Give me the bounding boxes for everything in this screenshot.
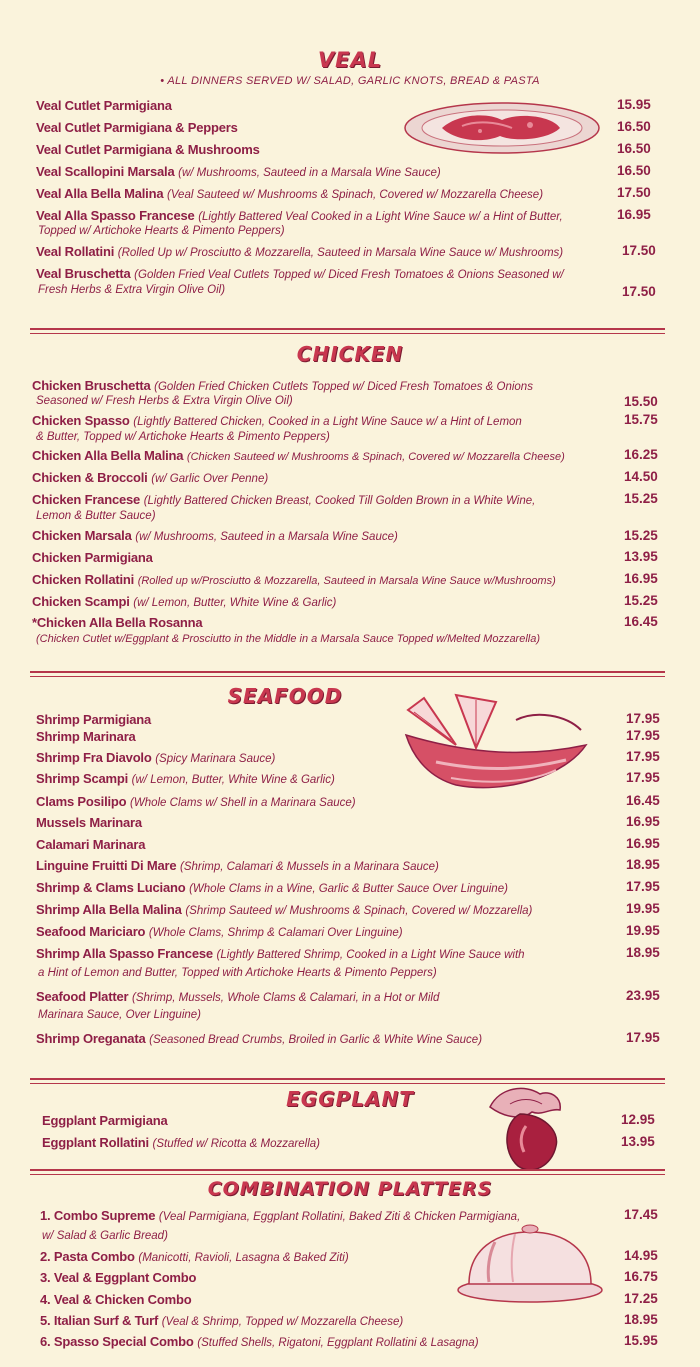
combo-item-2: 2. Pasta Combo (Manicotti, Ravioli, Lasagna & Baked Ziti): [40, 1249, 349, 1264]
seafood-price-11: 19.95: [626, 923, 660, 938]
seafood-illustration-icon: [396, 690, 596, 800]
serving-platter-icon: [455, 1220, 605, 1304]
seafood-item-14: Shrimp Oreganata (Seasoned Bread Crumbs, Broiled in Garlic & White Wine Sauce): [36, 1031, 483, 1046]
chicken-price-9: 15.25: [624, 593, 658, 608]
combo-item-4: 4. Veal & Chicken Combo: [40, 1292, 192, 1307]
veal-price-3: 16.50: [617, 141, 651, 156]
veal-item-8: Veal Bruschetta (Golden Fried Veal Cutlets Topped w/ Diced Fresh Tomatoes & Onions Seasoned w/: [36, 266, 564, 281]
chicken-item-7: Chicken Parmigiana: [32, 550, 153, 565]
chicken-item-3: Chicken Alla Bella Malina (Chicken Sauteed w/ Mushrooms & Spinach, Covered w/ Mozzarella Cheese): [32, 448, 565, 463]
divider-2: [30, 671, 665, 677]
veal-price-1: 15.95: [617, 97, 651, 112]
seafood-price-13: 23.95: [626, 988, 660, 1003]
veal-item-7: Veal Rollatini (Rolled Up w/ Prosciutto & Mozzarella, Sauteed in Marsala Wine Sauce w/ Mushrooms): [36, 244, 564, 259]
combo-item-6: 6. Spasso Special Combo (Stuffed Shells, Rigatoni, Eggplant Rollatini & Lasagna): [40, 1334, 479, 1349]
seafood-price-6: 16.95: [626, 814, 660, 829]
combo-price-3: 16.75: [624, 1269, 658, 1284]
chicken-title: CHICKEN: [296, 342, 404, 366]
veal-item-3: Veal Cutlet Parmigiana & Mushrooms: [36, 142, 260, 157]
chicken-item-10-desc2: (Chicken Cutlet w/Eggplant & Prosciutto in the Middle in a Marsala Sauce Topped w/Melted Mozzarella): [36, 633, 541, 645]
combo-price-4: 17.25: [624, 1291, 658, 1306]
eggplant-title: EGGPLANT: [286, 1087, 414, 1111]
combo-item-1: 1. Combo Supreme (Veal Parmigiana, Eggplant Rollatini, Baked Ziti & Chicken Parmigiana,: [40, 1208, 521, 1223]
chicken-price-3: 16.25: [624, 447, 658, 462]
chicken-item-1-desc2: Seasoned w/ Fresh Herbs & Extra Virgin Olive Oil): [36, 395, 293, 407]
combo-title: COMBINATION PLATTERS: [207, 1178, 493, 1200]
seafood-price-8: 18.95: [626, 857, 660, 872]
veal-price-8: 17.50: [622, 284, 656, 299]
seafood-item-5: Clams Posilipo (Whole Clams w/ Shell in a Marinara Sauce): [36, 794, 356, 809]
chicken-item-9: Chicken Scampi (w/ Lemon, Butter, White Wine & Garlic): [32, 594, 337, 609]
veal-price-5: 17.50: [617, 185, 651, 200]
seafood-item-8: Linguine Fruitti Di Mare (Shrimp, Calamari & Mussels in a Marinara Sauce): [36, 858, 439, 873]
seafood-price-9: 17.95: [626, 879, 660, 894]
seafood-price-4: 17.95: [626, 770, 660, 785]
divider-1: [30, 328, 665, 334]
chicken-item-5: Chicken Francese (Lightly Battered Chicken Breast, Cooked Till Golden Brown in a White Wine,: [32, 492, 536, 507]
seafood-item-2: Shrimp Marinara: [36, 729, 136, 744]
divider-4: [30, 1169, 665, 1175]
chicken-item-1: Chicken Bruschetta (Golden Fried Chicken Cutlets Topped w/ Diced Fresh Tomatoes & Onions: [32, 378, 533, 393]
chicken-item-2: Chicken Spasso (Lightly Battered Chicken, Cooked in a Light Wine Sauce w/ a Hint of Lemon: [32, 413, 522, 428]
seafood-item-12-desc2: a Hint of Lemon and Butter, Topped with Artichoke Hearts & Pimento Peppers): [38, 967, 437, 979]
eggplant-item-2: Eggplant Rollatini (Stuffed w/ Ricotta & Mozzarella): [42, 1135, 320, 1150]
veal-subtitle: • ALL DINNERS SERVED W/ SALAD, GARLIC KNOTS, BREAD & PASTA: [160, 75, 540, 87]
seafood-item-6: Mussels Marinara: [36, 815, 142, 830]
eggplant-price-2: 13.95: [621, 1134, 655, 1149]
combo-price-2: 14.95: [624, 1248, 658, 1263]
chicken-price-6: 15.25: [624, 528, 658, 543]
chicken-item-4: Chicken & Broccoli (w/ Garlic Over Penne): [32, 470, 269, 485]
combo-price-5: 18.95: [624, 1312, 658, 1327]
chicken-price-4: 14.50: [624, 469, 658, 484]
seafood-price-10: 19.95: [626, 901, 660, 916]
seafood-item-13-desc2: Marinara Sauce, Over Linguine): [38, 1009, 201, 1021]
seafood-price-12: 18.95: [626, 945, 660, 960]
chicken-item-8: Chicken Rollatini (Rolled up w/Prosciutto & Mozzarella, Sauteed in Marsala Wine Sauce w/Mushrooms): [32, 572, 556, 587]
seafood-price-3: 17.95: [626, 749, 660, 764]
eggplant-item-1: Eggplant Parmigiana: [42, 1113, 168, 1128]
combo-item-3: 3. Veal & Eggplant Combo: [40, 1270, 197, 1285]
chicken-item-10: *Chicken Alla Bella Rosanna: [32, 615, 203, 630]
chicken-item-6: Chicken Marsala (w/ Mushrooms, Sauteed in a Marsala Wine Sauce): [32, 528, 398, 543]
chicken-price-2: 15.75: [624, 412, 658, 427]
eggplant-price-1: 12.95: [621, 1112, 655, 1127]
veal-item-6-desc2: Topped w/ Artichoke Hearts & Pimento Peppers): [38, 225, 285, 237]
seafood-price-2: 17.95: [626, 728, 660, 743]
chicken-price-10: 16.45: [624, 614, 658, 629]
veal-item-4: Veal Scallopini Marsala (w/ Mushrooms, Sauteed in a Marsala Wine Sauce): [36, 164, 441, 179]
combo-item-5: 5. Italian Surf & Turf (Veal & Shrimp, Topped w/ Mozzarella Cheese): [40, 1313, 404, 1328]
seafood-item-9: Shrimp & Clams Luciano (Whole Clams in a Wine, Garlic & Butter Sauce Over Linguine): [36, 880, 508, 895]
chicken-item-5-desc2: Lemon & Butter Sauce): [36, 510, 156, 522]
seafood-item-10: Shrimp Alla Bella Malina (Shrimp Sauteed w/ Mushrooms & Spinach, Covered w/ Mozzarella): [36, 902, 533, 917]
chicken-price-1: 15.50: [624, 394, 658, 409]
chicken-item-2-desc2: & Butter, Topped w/ Artichoke Hearts & Pimento Peppers): [36, 431, 330, 443]
veal-plate-icon: [402, 100, 602, 156]
seafood-price-7: 16.95: [626, 836, 660, 851]
seafood-title: SEAFOOD: [227, 684, 343, 708]
veal-price-2: 16.50: [617, 119, 651, 134]
eggplant-icon: [470, 1082, 570, 1174]
seafood-item-3: Shrimp Fra Diavolo (Spicy Marinara Sauce): [36, 750, 276, 765]
combo-price-1: 17.45: [624, 1207, 658, 1222]
combo-item-1-desc2: w/ Salad & Garlic Bread): [42, 1230, 168, 1242]
seafood-price-1: 17.95: [626, 711, 660, 726]
veal-item-6: Veal Alla Spasso Francese (Lightly Battered Veal Cooked in a Light Wine Sauce w/ a Hint of Butter,: [36, 208, 563, 223]
veal-item-8-desc2: Fresh Herbs & Extra Virgin Olive Oil): [38, 284, 226, 296]
seafood-item-4: Shrimp Scampi (w/ Lemon, Butter, White Wine & Garlic): [36, 771, 335, 786]
seafood-price-5: 16.45: [626, 793, 660, 808]
chicken-price-7: 13.95: [624, 549, 658, 564]
veal-price-7: 17.50: [622, 243, 656, 258]
veal-item-5: Veal Alla Bella Malina (Veal Sauteed w/ Mushrooms & Spinach, Covered w/ Mozzarella Cheese): [36, 186, 544, 201]
seafood-item-1: Shrimp Parmigiana: [36, 712, 152, 727]
veal-price-6: 16.95: [617, 207, 651, 222]
combo-price-6: 15.95: [624, 1333, 658, 1348]
chicken-price-8: 16.95: [624, 571, 658, 586]
seafood-item-7: Calamari Marinara: [36, 837, 146, 852]
veal-item-2: Veal Cutlet Parmigiana & Peppers: [36, 120, 238, 135]
seafood-item-12: Shrimp Alla Spasso Francese (Lightly Battered Shrimp, Cooked in a Light Wine Sauce with: [36, 946, 525, 961]
seafood-price-14: 17.95: [626, 1030, 660, 1045]
seafood-item-11: Seafood Mariciaro (Whole Clams, Shrimp & Calamari Over Linguine): [36, 924, 403, 939]
seafood-item-13: Seafood Platter (Shrimp, Mussels, Whole Clams & Calamari, in a Hot or Mild: [36, 989, 440, 1004]
chicken-price-5: 15.25: [624, 491, 658, 506]
veal-item-1: Veal Cutlet Parmigiana: [36, 98, 172, 113]
veal-title: VEAL: [317, 48, 383, 72]
veal-price-4: 16.50: [617, 163, 651, 178]
